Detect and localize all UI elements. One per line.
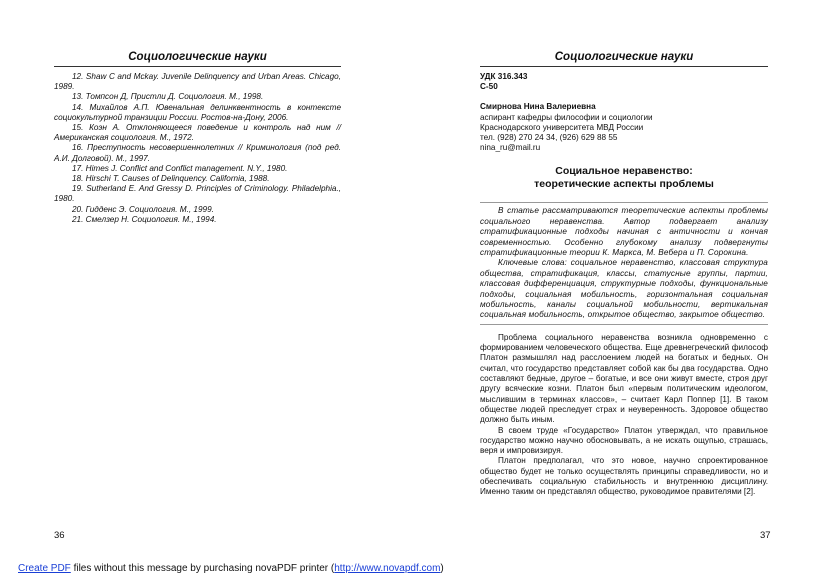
create-pdf-link[interactable]: Create PDF [18, 563, 71, 574]
title-line-2: теоретические аспекты проблемы [534, 177, 714, 190]
reference-item: 16. Преступность несовершеннолетних // Криминология (под ред. А.И. Долговой). М., 1997. [54, 143, 341, 163]
reference-item: 17. Himes J. Conflict and Conflict management. N.Y., 1980. [72, 163, 288, 173]
right-page [410, 0, 820, 556]
title-line-1: Социальное неравенство: [555, 165, 693, 178]
udk-code: УДК 316.343 [480, 72, 528, 81]
article-body [480, 333, 768, 498]
footer-text: files without this message by purchasing novaPDF printer ( [70, 563, 335, 574]
reference-item: 20. Гидденс Э. Социология. М., 1999. [72, 204, 214, 214]
left-page [0, 0, 410, 556]
footer-text-end: ) [440, 563, 444, 574]
author-position: аспирант кафедры философии и социологии [480, 112, 653, 122]
article-content [480, 72, 768, 498]
body-paragraph: Платон предполагал, что это новое, научно спроектированное общество будет не только осуществлять принципы справедливости, но и обеспечивать социальную стабильность и внутреннюю дисциплину. Именно таким он представлял общество, руководимое правителями [2]. [480, 456, 768, 497]
right-running-head: Социологические науки [480, 50, 768, 67]
article-title [480, 165, 768, 190]
abstract: В статье рассматриваются теоретические аспекты проблемы социального неравенства. Автор подвергает анализу стратификационные подходы начиная с античности и кончая современностью. Особенно глубокому анализу подвергнуты стратификационные теории К. Маркса, М. Вебера и П. Сорокина. [480, 206, 768, 258]
reference-item: 14. Михайлов А.П. Ювенальная делинквентность в контексте социокультурной транзиции России. Ростов-на-Дону, 2006. [54, 102, 341, 122]
keywords: Ключевые слова: социальное неравенство, классовая структура общества, стратификация, классы, статусные группы, партии, классовая дифференциация, структурные подходы, функциональные подходы, социальная мобильность, горизонтальная социальная мобильность, каналы социальной мобильности, вертикальная социальная мобильность, открытое общество, закрытое общество. [480, 258, 768, 320]
reference-item: 15. Коэн А. Отклоняющееся поведение и контроль над ним // Американская социология. М., 1972. [54, 123, 341, 143]
author-phone: тел. (928) 270 24 34, (926) 629 88 55 [480, 133, 618, 143]
right-page-number: 37 [760, 530, 771, 541]
left-running-head: Социологические науки [54, 50, 341, 67]
library-code: С-50 [480, 82, 498, 92]
reference-item: 12. Shaw C and Mckay. Juvenile Delinquency and Urban Areas. Chicago, 1989. [54, 72, 341, 92]
reference-item: 13. Томпсон Д, Пристли Д. Социология. М., 1998. [72, 92, 264, 102]
reference-item: 18. Hirschi T. Causes of Delinquency. California, 1988. [72, 174, 270, 184]
reference-item: 19. Sutherland E. And Gressy D. Principles of Criminology. Philadelphia., 1980. [54, 184, 341, 204]
body-paragraph: Проблема социального неравенства возникла одновременно с формированием человеческого общества. Еще древнегреческий философ Платон размышлял над расслоением людей на богатых и бедных. Он считал, что государство представляет собой как бы два государства. Одно составляют бедные, другое – богатые, и все они живут вместе, строя друг другу всяческие козни. Платон был «первым политическим идеологом, мыслившим в терминах классов», – считает Карл Поппер [1]. В таком обществе людей преследует страх и неуверенность. Здоровое общество должно быть иным. [480, 332, 768, 425]
reference-item: 21. Смелзер Н. Социология. М., 1994. [72, 214, 217, 224]
body-paragraph: В своем труде «Государство» Платон утверждал, что правильное государство можно научно обосновывать, а не искать ощупью, страшась, веря и импровизируя. [480, 425, 768, 456]
author-email: nina_ru@mail.ru [480, 143, 541, 153]
author-name: Смирнова Нина Валериевна [480, 102, 596, 112]
novapdf-link[interactable]: http://www.novapdf.com [334, 563, 441, 574]
left-page-number: 36 [54, 530, 65, 541]
author-affiliation: Краснодарского университета МВД России [480, 122, 644, 132]
abstract-block [480, 202, 768, 324]
pdf-footer [18, 563, 444, 575]
reference-list [54, 72, 341, 225]
